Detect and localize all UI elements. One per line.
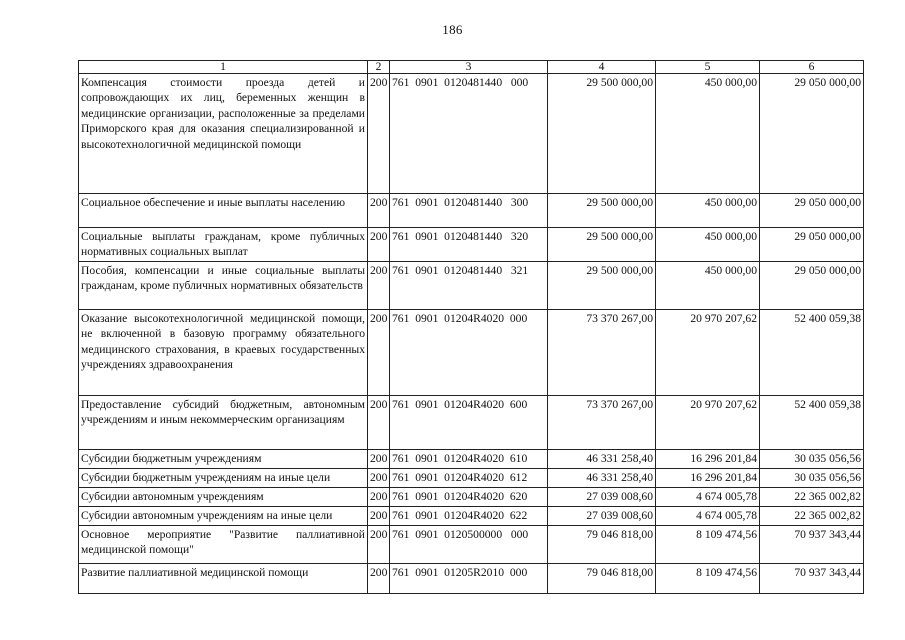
amount-col4: 79 046 818,00 bbox=[548, 526, 656, 564]
amount-col5: 8 109 474,56 bbox=[656, 526, 760, 564]
amount-col5: 450 000,00 bbox=[656, 194, 760, 228]
grbs-code: 200 bbox=[368, 396, 390, 450]
table-row bbox=[79, 450, 864, 469]
amount-col4: 27 039 008,60 bbox=[548, 488, 656, 507]
amount-col5: 450 000,00 bbox=[656, 74, 760, 194]
amount-col4: 29 500 000,00 bbox=[548, 262, 656, 310]
grbs-code: 200 bbox=[368, 74, 390, 194]
amount-col5: 450 000,00 bbox=[656, 228, 760, 262]
amount-col6: 22 365 002,82 bbox=[760, 488, 864, 507]
grbs-code: 200 bbox=[368, 194, 390, 228]
classification-code: 761 0901 01204R4020 600 bbox=[390, 396, 548, 450]
amount-col6: 29 050 000,00 bbox=[760, 262, 864, 310]
column-header: 2 bbox=[368, 61, 390, 74]
classification-code: 761 0901 0120481440 000 bbox=[390, 74, 548, 194]
classification-code: 761 0901 01204R4020 000 bbox=[390, 310, 548, 396]
table-row bbox=[79, 507, 864, 526]
classification-code: 761 0901 01204R4020 620 bbox=[390, 488, 548, 507]
amount-col5: 20 970 207,62 bbox=[656, 310, 760, 396]
amount-col6: 70 937 343,44 bbox=[760, 526, 864, 564]
amount-col4: 46 331 258,40 bbox=[548, 469, 656, 488]
column-header: 1 bbox=[79, 61, 368, 74]
table-row bbox=[79, 262, 864, 310]
amount-col4: 73 370 267,00 bbox=[548, 396, 656, 450]
amount-col4: 29 500 000,00 bbox=[548, 228, 656, 262]
row-name: Оказание высокотехнологичной медицинской помощи, не включенной в базовую программу обязательного медицинского страхования, в краевых государственных учреждениях здравоохранения bbox=[79, 310, 368, 396]
amount-col6: 70 937 343,44 bbox=[760, 564, 864, 594]
grbs-code: 200 bbox=[368, 488, 390, 507]
table-row bbox=[79, 396, 864, 450]
table-row bbox=[79, 228, 864, 262]
amount-col5: 20 970 207,62 bbox=[656, 396, 760, 450]
grbs-code: 200 bbox=[368, 450, 390, 469]
grbs-code: 200 bbox=[368, 228, 390, 262]
classification-code: 761 0901 0120481440 300 bbox=[390, 194, 548, 228]
column-header: 3 bbox=[390, 61, 548, 74]
amount-col5: 16 296 201,84 bbox=[656, 469, 760, 488]
table-row bbox=[79, 469, 864, 488]
amount-col6: 52 400 059,38 bbox=[760, 310, 864, 396]
amount-col5: 450 000,00 bbox=[656, 262, 760, 310]
classification-code: 761 0901 01204R4020 622 bbox=[390, 507, 548, 526]
amount-col6: 29 050 000,00 bbox=[760, 194, 864, 228]
classification-code: 761 0901 01204R4020 612 bbox=[390, 469, 548, 488]
grbs-code: 200 bbox=[368, 564, 390, 594]
row-name: Социальные выплаты гражданам, кроме публичных нормативных социальных выплат bbox=[79, 228, 368, 262]
table-row bbox=[79, 526, 864, 564]
classification-code: 761 0901 0120500000 000 bbox=[390, 526, 548, 564]
column-header: 6 bbox=[760, 61, 864, 74]
column-header: 5 bbox=[656, 61, 760, 74]
grbs-code: 200 bbox=[368, 507, 390, 526]
row-name: Развитие паллиативной медицинской помощи bbox=[79, 564, 368, 594]
amount-col4: 27 039 008,60 bbox=[548, 507, 656, 526]
amount-col6: 29 050 000,00 bbox=[760, 228, 864, 262]
amount-col6: 52 400 059,38 bbox=[760, 396, 864, 450]
amount-col4: 73 370 267,00 bbox=[548, 310, 656, 396]
amount-col4: 79 046 818,00 bbox=[548, 564, 656, 594]
amount-col6: 29 050 000,00 bbox=[760, 74, 864, 194]
classification-code: 761 0901 0120481440 321 bbox=[390, 262, 548, 310]
table-row bbox=[79, 194, 864, 228]
row-name: Субсидии бюджетным учреждениям bbox=[79, 450, 368, 469]
classification-code: 761 0901 01205R2010 000 bbox=[390, 564, 548, 594]
amount-col4: 46 331 258,40 bbox=[548, 450, 656, 469]
column-header: 4 bbox=[548, 61, 656, 74]
table-row bbox=[79, 74, 864, 194]
amount-col6: 30 035 056,56 bbox=[760, 450, 864, 469]
amount-col5: 16 296 201,84 bbox=[656, 450, 760, 469]
amount-col6: 22 365 002,82 bbox=[760, 507, 864, 526]
page-number: 186 bbox=[442, 22, 463, 37]
row-name: Субсидии автономным учреждениям на иные цели bbox=[79, 507, 368, 526]
amount-col5: 4 674 005,78 bbox=[656, 507, 760, 526]
classification-code: 761 0901 0120481440 320 bbox=[390, 228, 548, 262]
amount-col5: 4 674 005,78 bbox=[656, 488, 760, 507]
row-name: Компенсация стоимости проезда детей и сопровождающих их лиц, беременных женщин в медицинские организации, расположенные за пределами Приморского края для оказания специализированной и высокотехнологичной медицинской помощи bbox=[79, 74, 368, 194]
grbs-code: 200 bbox=[368, 310, 390, 396]
amount-col5: 8 109 474,56 bbox=[656, 564, 760, 594]
grbs-code: 200 bbox=[368, 469, 390, 488]
grbs-code: 200 bbox=[368, 526, 390, 564]
header-row bbox=[79, 61, 864, 74]
row-name: Пособия, компенсации и иные социальные выплаты гражданам, кроме публичных нормативных обязательств bbox=[79, 262, 368, 310]
amount-col4: 29 500 000,00 bbox=[548, 74, 656, 194]
row-name: Основное мероприятие "Развитие паллиативной медицинской помощи" bbox=[79, 526, 368, 564]
row-name: Субсидии бюджетным учреждениям на иные цели bbox=[79, 469, 368, 488]
table-row bbox=[79, 310, 864, 396]
amount-col4: 29 500 000,00 bbox=[548, 194, 656, 228]
amount-col6: 30 035 056,56 bbox=[760, 469, 864, 488]
grbs-code: 200 bbox=[368, 262, 390, 310]
table-row bbox=[79, 564, 864, 594]
row-name: Субсидии автономным учреждениям bbox=[79, 488, 368, 507]
table-row bbox=[79, 488, 864, 507]
budget-table bbox=[78, 60, 864, 594]
row-name: Социальное обеспечение и иные выплаты населению bbox=[79, 194, 368, 228]
row-name: Предоставление субсидий бюджетным, автономным учреждениям и иным некоммерческим организациям bbox=[79, 396, 368, 450]
classification-code: 761 0901 01204R4020 610 bbox=[390, 450, 548, 469]
